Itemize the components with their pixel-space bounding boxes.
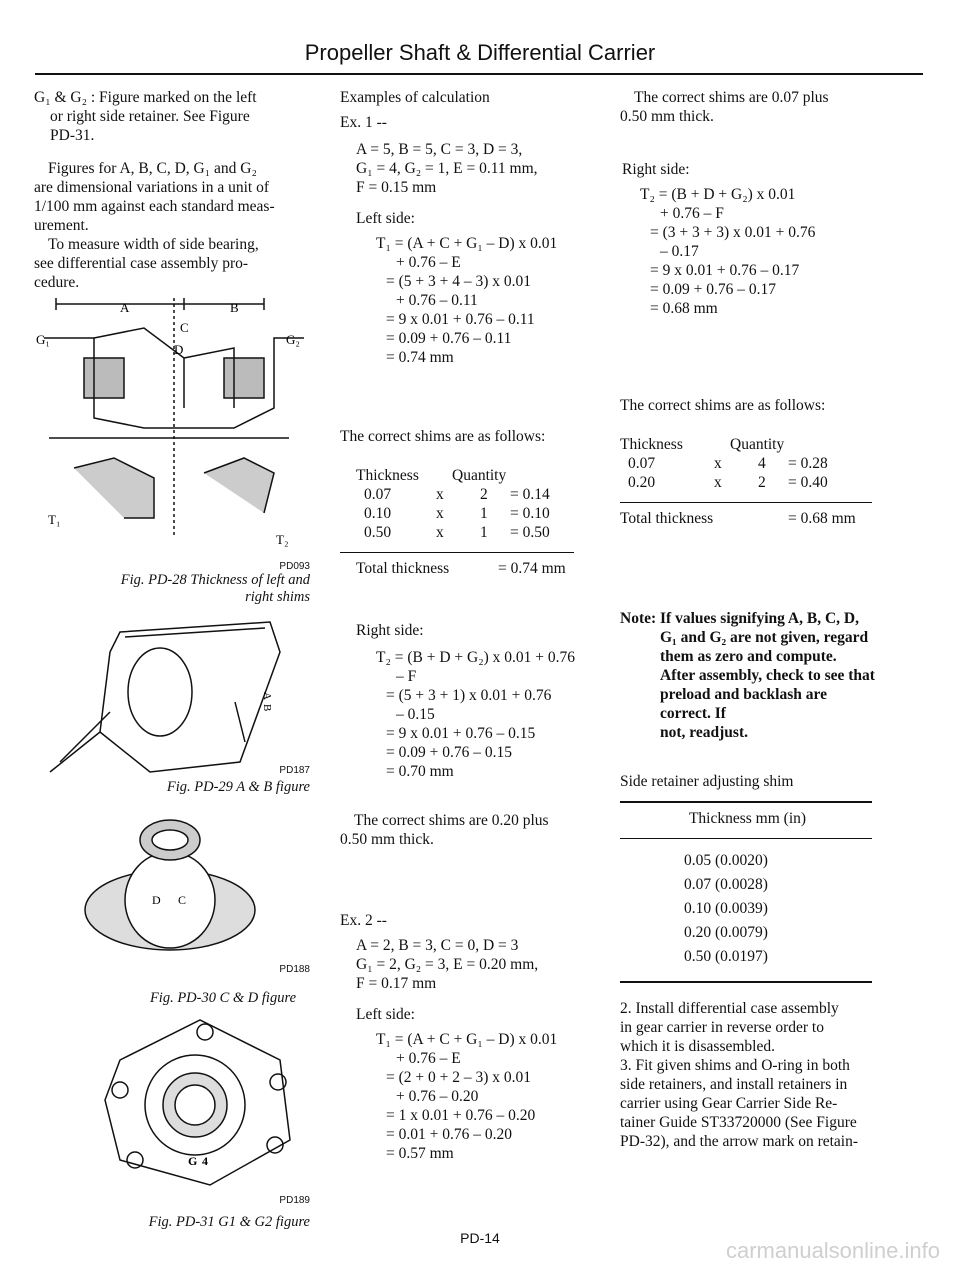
- cell: = 0.28: [788, 455, 828, 472]
- total-value: = 0.68 mm: [788, 510, 856, 527]
- calc-line: = 9 x 0.01 + 0.76 – 0.17: [650, 262, 800, 279]
- fig-label: B: [261, 704, 273, 712]
- fig-label: C: [178, 893, 187, 907]
- heading: Examples of calculation: [340, 89, 490, 106]
- calc-line: + 0.76 – 0.20: [396, 1088, 479, 1105]
- table-row: [356, 523, 550, 542]
- table-row: [356, 485, 550, 504]
- calc-line: – F: [396, 668, 417, 685]
- cell: = 0.10: [510, 505, 550, 522]
- step-line: carrier using Gear Carrier Side Re-: [620, 1095, 838, 1112]
- step-line: side retainers, and install retainers in: [620, 1076, 848, 1093]
- figure-pd28: [34, 298, 310, 563]
- column-middle: [340, 88, 580, 1163]
- para-line: see differential case assembly pro-: [34, 255, 249, 272]
- note-line: PD-31.: [50, 127, 95, 144]
- note-line: G₁ & G₂ : Figure marked on the left: [34, 89, 257, 106]
- cell: 0.07: [364, 486, 392, 503]
- calc-line: = 0.57 mm: [386, 1145, 454, 1162]
- calc-line: = (5 + 3 + 4 – 3) x 0.01: [386, 273, 532, 290]
- cell: = 0.50: [510, 524, 550, 541]
- cell: x: [714, 455, 722, 472]
- step-line: PD-32), and the arrow mark on retain-: [620, 1133, 859, 1150]
- figure-code: PD187: [279, 765, 310, 776]
- side-label: Left side:: [356, 1006, 415, 1023]
- calc-line: + 0.76 – F: [660, 205, 724, 222]
- para-line: 1/100 mm against each standard meas-: [34, 198, 275, 215]
- calc-line: = 0.01 + 0.76 – 0.20: [386, 1126, 512, 1143]
- value-line: A = 5, B = 5, C = 3, D = 3,: [356, 141, 523, 158]
- cell: 0.10: [364, 505, 392, 522]
- calc-line: T₂ = (B + D + G₂) x 0.01: [640, 186, 796, 203]
- calc-line: – 0.15: [396, 706, 435, 723]
- side-label: Left side:: [356, 210, 415, 227]
- cell: 0.07: [628, 455, 656, 472]
- figure-caption: Fig. PD-29 A & B figure: [166, 779, 310, 795]
- fig-label: D: [152, 893, 161, 907]
- cell: 0.50: [364, 524, 392, 541]
- fig-label: T₁: [48, 512, 61, 527]
- calc-line: = (2 + 0 + 2 – 3) x 0.01: [386, 1069, 532, 1086]
- figure-code: PD189: [279, 1195, 310, 1206]
- example-label: Ex. 2 --: [340, 912, 387, 929]
- note-line: not, readjust.: [660, 724, 748, 741]
- para-line: are dimensional variations in a unit of: [34, 179, 270, 196]
- divider: [620, 502, 872, 503]
- note-line: them as zero and compute.: [660, 648, 837, 665]
- step-line: tainer Guide ST33720000 (See Figure: [620, 1114, 857, 1131]
- figure-code: PD188: [279, 964, 310, 975]
- cell: 2: [758, 474, 766, 491]
- fig-label: 4: [202, 1154, 208, 1168]
- calc-line: = (5 + 3 + 1) x 0.01 + 0.76: [386, 687, 552, 704]
- table-row: [620, 473, 828, 492]
- figure-caption: Fig. PD-31 G1 & G2 figure: [148, 1214, 310, 1230]
- calc-line: = 0.09 + 0.76 – 0.11: [386, 330, 512, 347]
- calc-line: + 0.76 – E: [396, 1050, 461, 1067]
- step-line: 2. Install differential case assembly: [620, 1000, 839, 1017]
- fig-label: A: [261, 692, 273, 700]
- result-line: The correct shims are 0.07 plus: [634, 89, 829, 106]
- cell: 4: [758, 455, 766, 472]
- figure-code: PD093: [279, 561, 310, 572]
- calc-line: T₂ = (B + D + G₂) x 0.01 + 0.76: [376, 649, 576, 666]
- calc-line: – 0.17: [660, 243, 699, 260]
- side-label: Right side:: [622, 161, 690, 178]
- value-line: F = 0.15 mm: [356, 179, 437, 196]
- calc-line: T₁ = (A + C + G₁ – D) x 0.01: [376, 1031, 558, 1048]
- note-line: G₁ and G₂ are not given, regard: [660, 629, 869, 646]
- fig-label: T₂: [276, 532, 289, 547]
- total-label: Total thickness: [356, 560, 450, 577]
- cell: x: [436, 486, 444, 503]
- th-thickness: Thickness: [620, 436, 683, 453]
- figure-caption: right shims: [245, 589, 310, 605]
- shim-row: 0.05 (0.0020): [684, 852, 768, 869]
- table-row: [356, 504, 550, 523]
- page-number: PD-14: [460, 1230, 500, 1246]
- step-line: 3. Fit given shims and O-ring in both: [620, 1057, 850, 1074]
- cell: 1: [480, 524, 488, 541]
- th-quantity: Quantity: [452, 467, 507, 484]
- fig-label: C: [180, 320, 189, 335]
- result-line: 0.50 mm thick.: [340, 831, 434, 848]
- result-line: The correct shims are 0.20 plus: [354, 812, 549, 829]
- shim-table: [356, 466, 550, 542]
- shim-title: Side retainer adjusting shim: [620, 773, 794, 790]
- cell: 1: [480, 505, 488, 522]
- figure-pd29: [40, 612, 310, 782]
- para-line: To measure width of side bearing,: [48, 236, 259, 253]
- shim-table: [620, 435, 828, 492]
- calc-line: = 0.09 + 0.76 – 0.15: [386, 744, 512, 761]
- page-header: Propeller Shaft & Differential Carrier: [304, 40, 656, 65]
- shim-header: Thickness mm (in): [688, 810, 807, 827]
- divider: [340, 552, 574, 553]
- calc-line: = 9 x 0.01 + 0.76 – 0.11: [386, 311, 535, 328]
- fig-label: A: [120, 300, 130, 315]
- calc-line: = 1 x 0.01 + 0.76 – 0.20: [386, 1107, 536, 1124]
- divider: [620, 838, 872, 839]
- th-quantity: Quantity: [730, 436, 785, 453]
- column-left: [34, 88, 310, 292]
- para-line: cedure.: [34, 274, 80, 291]
- cell: x: [714, 474, 722, 491]
- value-line: G₁ = 4, G₂ = 1, E = 0.11 mm,: [356, 160, 538, 177]
- fig-label: D: [174, 342, 184, 357]
- figure-caption: Fig. PD-30 C & D figure: [149, 990, 296, 1006]
- value-line: G₁ = 2, G₂ = 3, E = 0.20 mm,: [356, 956, 539, 973]
- value-line: F = 0.17 mm: [356, 975, 437, 992]
- fig-label: G: [188, 1154, 198, 1168]
- fig-label: G₂: [286, 332, 300, 347]
- step-line: which it is disassembled.: [620, 1038, 775, 1055]
- total-value: = 0.74 mm: [498, 560, 566, 577]
- value-line: A = 2, B = 3, C = 0, D = 3: [356, 937, 519, 954]
- note-line: or right side retainer. See Figure: [50, 108, 250, 125]
- calc-line: = (3 + 3 + 3) x 0.01 + 0.76: [650, 224, 816, 241]
- cell: x: [436, 505, 444, 522]
- shim-row: 0.20 (0.0079): [684, 924, 768, 941]
- calc-line: T₁ = (A + C + G₁ – D) x 0.01: [376, 235, 558, 252]
- para-line: Figures for A, B, C, D, G₁ and G₂: [48, 160, 257, 177]
- note-block: [620, 609, 875, 742]
- calc-line: = 0.74 mm: [386, 349, 454, 366]
- result-line: 0.50 mm thick.: [620, 108, 714, 125]
- note-line: Note: If values signifying A, B, C, D,: [620, 610, 859, 627]
- table-row: [620, 454, 828, 473]
- example-label: Ex. 1 --: [340, 114, 387, 131]
- cell: = 0.14: [510, 486, 550, 503]
- figure-pd31: [90, 1010, 310, 1195]
- step-line: in gear carrier in reverse order to: [620, 1019, 824, 1036]
- calc-line: + 0.76 – 0.11: [396, 292, 478, 309]
- shims-follow: The correct shims are as follows:: [620, 397, 826, 414]
- divider: [620, 801, 872, 803]
- note-line: After assembly, check to see that: [660, 667, 875, 684]
- para-line: urement.: [34, 217, 89, 234]
- shim-row: 0.10 (0.0039): [684, 900, 768, 917]
- column-right: [620, 88, 875, 1151]
- shim-row: 0.07 (0.0028): [684, 876, 768, 893]
- fig-label: B: [230, 300, 239, 315]
- th-thickness: Thickness: [356, 467, 419, 484]
- side-label: Right side:: [356, 622, 424, 639]
- cell: = 0.40: [788, 474, 828, 491]
- calc-line: = 0.68 mm: [650, 300, 718, 317]
- total-label: Total thickness: [620, 510, 714, 527]
- calc-line: = 9 x 0.01 + 0.76 – 0.15: [386, 725, 536, 742]
- shim-row: 0.50 (0.0197): [684, 948, 768, 965]
- figure-caption: Fig. PD-28 Thickness of left and: [120, 572, 310, 588]
- calc-line: + 0.76 – E: [396, 254, 461, 271]
- fig-label: G₁: [36, 332, 50, 347]
- note-line: preload and backlash are correct. If: [660, 686, 827, 722]
- cell: 0.20: [628, 474, 656, 491]
- header-rule: [35, 73, 923, 75]
- shims-follow: The correct shims are as follows:: [340, 428, 546, 445]
- watermark: carmanualsonline.info: [725, 1238, 940, 1263]
- calc-line: = 0.70 mm: [386, 763, 454, 780]
- calc-line: = 0.09 + 0.76 – 0.17: [650, 281, 776, 298]
- cell: x: [436, 524, 444, 541]
- cell: 2: [480, 486, 488, 503]
- figure-pd30: [60, 800, 310, 960]
